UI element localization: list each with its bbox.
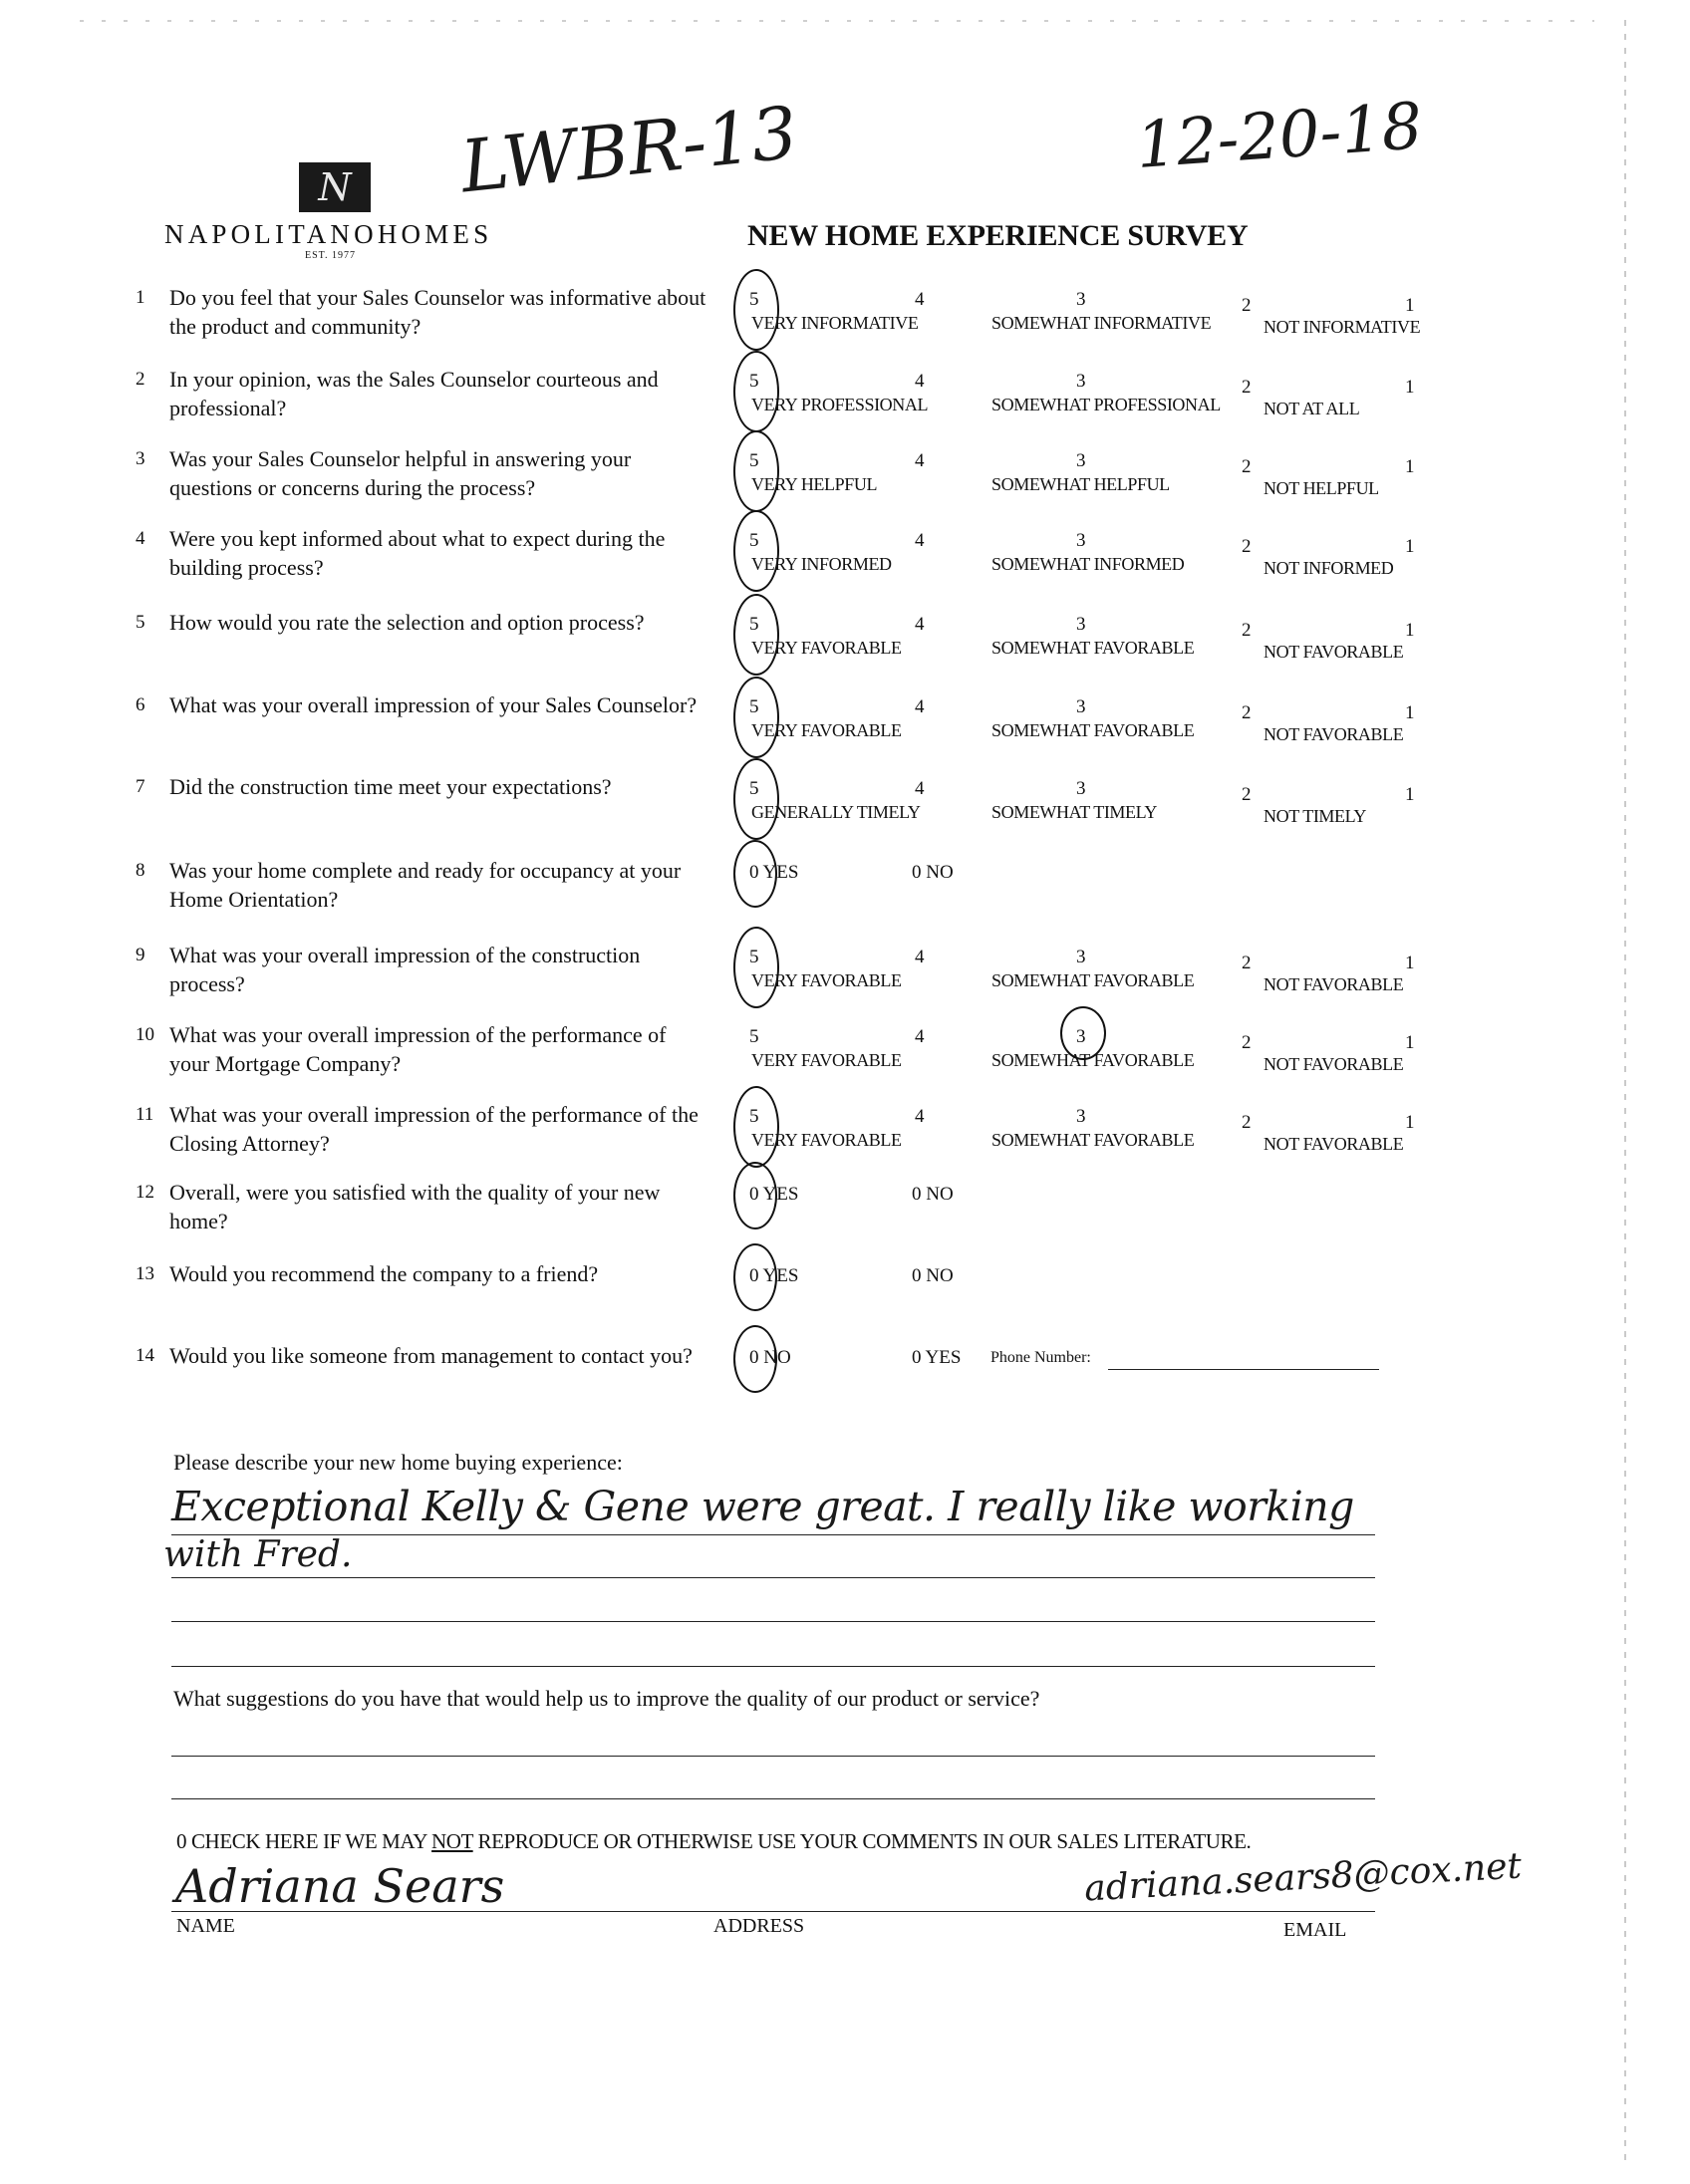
rating-label: NOT AT ALL — [1264, 399, 1360, 418]
rating-label: NOT FAVORABLE — [1264, 1054, 1404, 1074]
selected-answer-circle — [733, 840, 777, 908]
rating-label: SOMEWHAT INFORMATIVE — [991, 313, 1212, 333]
phone-number-label: Phone Number: — [990, 1349, 1091, 1366]
name-value[interactable]: Adriana Sears — [175, 1859, 505, 1913]
rating-label: VERY FAVORABLE — [751, 1130, 902, 1150]
selected-answer-circle — [733, 1243, 777, 1311]
rating-option-4[interactable]: 4 — [915, 696, 925, 717]
rating-option-3[interactable]: 3 — [1076, 947, 1086, 967]
rating-label: SOMEWHAT FAVORABLE — [991, 970, 1195, 990]
selected-answer-circle — [733, 1162, 777, 1229]
brand-established: EST. 1977 — [305, 250, 357, 261]
experience-line-4 — [171, 1666, 1375, 1667]
selected-answer-circle — [733, 351, 779, 432]
selected-answer-circle — [733, 269, 779, 351]
selected-answer-circle — [733, 1325, 777, 1393]
rating-option-4[interactable]: 4 — [915, 450, 925, 471]
question-text: Were you kept informed about what to expect during the building process? — [169, 526, 666, 580]
company-logo — [299, 162, 371, 212]
option-b[interactable]: 0 NO — [912, 862, 954, 883]
rating-option-3[interactable]: 3 — [1076, 1106, 1086, 1127]
experience-answer-line-2[interactable]: with Fred. — [163, 1534, 353, 1575]
rating-option-1[interactable]: 1 — [1405, 295, 1415, 316]
rating-option-4[interactable]: 4 — [915, 947, 925, 967]
rating-label: VERY INFORMATIVE — [751, 313, 919, 333]
question-text: Overall, were you satisfied with the quality of your new home? — [169, 1180, 661, 1233]
question-text: Do you feel that your Sales Counselor was informative about the product and community? — [169, 285, 706, 339]
handwritten-date: 12-20-18 — [1133, 90, 1425, 183]
logo-letter: N — [318, 165, 352, 209]
scan-right-edge — [1624, 20, 1626, 2162]
question-number: 11 — [136, 1104, 154, 1125]
rating-label: VERY PROFESSIONAL — [751, 395, 929, 414]
brand-name: NAPOLITANOHOMES — [164, 219, 493, 249]
suggestions-prompt: What suggestions do you have that would help us to improve the quality of our product or service? — [173, 1686, 1040, 1711]
signature-line — [171, 1911, 1375, 1912]
rating-option-1[interactable]: 1 — [1405, 620, 1415, 641]
question-number: 12 — [136, 1182, 154, 1203]
option-a[interactable]: 0 NO — [749, 1347, 791, 1368]
rating-option-3[interactable]: 3 — [1076, 778, 1086, 799]
rating-option-5[interactable]: 5 — [749, 530, 759, 551]
email-label: EMAIL — [1283, 1919, 1347, 1941]
rating-option-1[interactable]: 1 — [1405, 702, 1415, 723]
rating-label: SOMEWHAT FAVORABLE — [991, 720, 1195, 740]
rating-label: VERY FAVORABLE — [751, 638, 902, 658]
question-text: Would you like someone from management to contact you? — [169, 1343, 693, 1368]
experience-line-1 — [171, 1534, 1375, 1535]
rating-option-5[interactable]: 5 — [749, 289, 759, 310]
selected-answer-circle — [733, 758, 779, 840]
rating-option-2[interactable]: 2 — [1242, 784, 1252, 805]
survey-title: NEW HOME EXPERIENCE SURVEY — [747, 219, 1249, 252]
question-text: Did the construction time meet your expectations? — [169, 774, 612, 799]
option-b[interactable]: 0 YES — [912, 1347, 962, 1368]
rating-option-3[interactable]: 3 — [1076, 450, 1086, 471]
rating-option-5[interactable]: 5 — [749, 696, 759, 717]
option-a[interactable]: 0 YES — [749, 1265, 799, 1286]
rating-option-3[interactable]: 3 — [1076, 530, 1086, 551]
rating-option-4[interactable]: 4 — [915, 371, 925, 392]
rating-label: SOMEWHAT HELPFUL — [991, 474, 1170, 494]
check-prefix: 0 CHECK HERE IF WE MAY — [176, 1829, 432, 1853]
selected-answer-circle — [733, 927, 779, 1008]
rating-label: SOMEWHAT FAVORABLE — [991, 1130, 1195, 1150]
rating-label: VERY INFORMED — [751, 554, 892, 574]
rating-option-5[interactable]: 5 — [749, 1106, 759, 1127]
rating-option-2[interactable]: 2 — [1242, 1112, 1252, 1133]
question-number: 8 — [136, 860, 145, 881]
phone-number-field[interactable] — [1108, 1369, 1379, 1370]
rating-option-3[interactable]: 3 — [1076, 371, 1086, 392]
rating-option-4[interactable]: 4 — [915, 289, 925, 310]
option-b[interactable]: 0 NO — [912, 1265, 954, 1286]
rating-option-5[interactable]: 5 — [749, 778, 759, 799]
suggestions-line-2[interactable] — [171, 1798, 1375, 1799]
rating-option-5[interactable]: 5 — [749, 947, 759, 967]
rating-label: SOMEWHAT PROFESSIONAL — [991, 395, 1221, 414]
selected-answer-circle — [733, 510, 779, 592]
question-number: 4 — [136, 528, 145, 549]
rating-label: NOT FAVORABLE — [1264, 1134, 1404, 1154]
question-text: In your opinion, was the Sales Counselor courteous and professional? — [169, 367, 659, 420]
rating-option-5[interactable]: 5 — [749, 1026, 759, 1047]
rating-label: SOMEWHAT TIMELY — [991, 802, 1158, 822]
rating-label: VERY HELPFUL — [751, 474, 878, 494]
rating-label: SOMEWHAT INFORMED — [991, 554, 1185, 574]
question-number: 3 — [136, 448, 145, 469]
rating-label: NOT HELPFUL — [1264, 478, 1379, 498]
question-number: 5 — [136, 612, 145, 633]
question-number: 7 — [136, 776, 145, 797]
rating-option-4[interactable]: 4 — [915, 530, 925, 551]
question-text: What was your overall impression of your Sales Counselor? — [169, 692, 698, 717]
question-number: 9 — [136, 945, 145, 965]
rating-label: VERY FAVORABLE — [751, 970, 902, 990]
rating-option-1[interactable]: 1 — [1405, 377, 1415, 398]
rating-option-3[interactable]: 3 — [1076, 289, 1086, 310]
rating-option-2[interactable]: 2 — [1242, 1032, 1252, 1053]
question-number: 14 — [136, 1345, 154, 1366]
question-text: Was your home complete and ready for occupancy at your Home Orientation? — [169, 858, 682, 912]
rating-option-1[interactable]: 1 — [1405, 536, 1415, 557]
selected-answer-circle — [733, 1086, 779, 1168]
rating-label: NOT FAVORABLE — [1264, 724, 1404, 744]
rating-label: VERY FAVORABLE — [751, 720, 902, 740]
reproduce-check-statement[interactable] — [176, 1829, 1251, 1854]
question-text: What was your overall impression of the construction process? — [169, 943, 641, 996]
check-suffix: REPRODUCE OR OTHERWISE USE YOUR COMMENTS IN OUR SALES LITERATURE. — [472, 1829, 1252, 1853]
rating-option-1[interactable]: 1 — [1405, 456, 1415, 477]
rating-option-2[interactable]: 2 — [1242, 953, 1252, 973]
rating-option-1[interactable]: 1 — [1405, 1032, 1415, 1053]
handwritten-code: LWBR-13 — [456, 90, 802, 209]
rating-label: SOMEWHAT FAVORABLE — [991, 1050, 1195, 1070]
question-text: What was your overall impression of the performance of the Closing Attorney? — [169, 1102, 699, 1156]
rating-option-3[interactable]: 3 — [1076, 696, 1086, 717]
rating-label: NOT FAVORABLE — [1264, 974, 1404, 994]
rating-option-2[interactable]: 2 — [1242, 536, 1252, 557]
selected-answer-circle — [733, 677, 779, 758]
rating-option-3[interactable]: 3 — [1076, 614, 1086, 635]
question-text: What was your overall impression of the performance of your Mortgage Company? — [169, 1022, 667, 1076]
rating-option-4[interactable]: 4 — [915, 778, 925, 799]
question-number: 10 — [136, 1024, 154, 1045]
rating-option-5[interactable]: 5 — [749, 614, 759, 635]
scan-top-edge — [80, 20, 1594, 22]
rating-option-2[interactable]: 2 — [1242, 620, 1252, 641]
rating-label: NOT TIMELY — [1264, 806, 1367, 826]
rating-option-5[interactable]: 5 — [749, 371, 759, 392]
option-a[interactable]: 0 YES — [749, 862, 799, 883]
rating-label: NOT INFORMED — [1264, 558, 1394, 578]
rating-option-3[interactable]: 3 — [1076, 1026, 1086, 1047]
check-not: NOT — [431, 1829, 473, 1853]
question-text: How would you rate the selection and option process? — [169, 610, 645, 635]
rating-option-2[interactable]: 2 — [1242, 377, 1252, 398]
rating-label: VERY FAVORABLE — [751, 1050, 902, 1070]
rating-option-4[interactable]: 4 — [915, 614, 925, 635]
rating-option-2[interactable]: 2 — [1242, 702, 1252, 723]
name-label: NAME — [176, 1915, 235, 1937]
rating-option-4[interactable]: 4 — [915, 1106, 925, 1127]
question-text: Would you recommend the company to a friend? — [169, 1261, 599, 1286]
email-value[interactable]: adriana.sears8@cox.net — [1083, 1845, 1523, 1910]
rating-label: GENERALLY TIMELY — [751, 802, 921, 822]
option-b[interactable]: 0 NO — [912, 1184, 954, 1205]
suggestions-line-1[interactable] — [171, 1756, 1375, 1757]
question-number: 2 — [136, 369, 145, 390]
experience-line-2 — [171, 1577, 1375, 1578]
rating-option-5[interactable]: 5 — [749, 450, 759, 471]
rating-option-2[interactable]: 2 — [1242, 456, 1252, 477]
experience-prompt: Please describe your new home buying experience: — [173, 1450, 623, 1475]
rating-label: NOT FAVORABLE — [1264, 642, 1404, 662]
rating-option-2[interactable]: 2 — [1242, 295, 1252, 316]
question-number: 6 — [136, 694, 145, 715]
selected-answer-circle — [733, 594, 779, 676]
selected-answer-circle — [733, 430, 779, 512]
rating-label: SOMEWHAT FAVORABLE — [991, 638, 1195, 658]
rating-option-1[interactable]: 1 — [1405, 953, 1415, 973]
rating-label: NOT INFORMATIVE — [1264, 317, 1421, 337]
question-text: Was your Sales Counselor helpful in answering your questions or concerns during the process? — [169, 446, 632, 500]
address-label: ADDRESS — [713, 1915, 805, 1937]
experience-line-3 — [171, 1621, 1375, 1622]
option-a[interactable]: 0 YES — [749, 1184, 799, 1205]
rating-option-4[interactable]: 4 — [915, 1026, 925, 1047]
rating-option-1[interactable]: 1 — [1405, 784, 1415, 805]
question-number: 13 — [136, 1263, 154, 1284]
question-number: 1 — [136, 287, 145, 308]
experience-answer-line-1[interactable]: Exceptional Kelly & Gene were great. I really like working — [171, 1483, 1354, 1530]
rating-option-1[interactable]: 1 — [1405, 1112, 1415, 1133]
